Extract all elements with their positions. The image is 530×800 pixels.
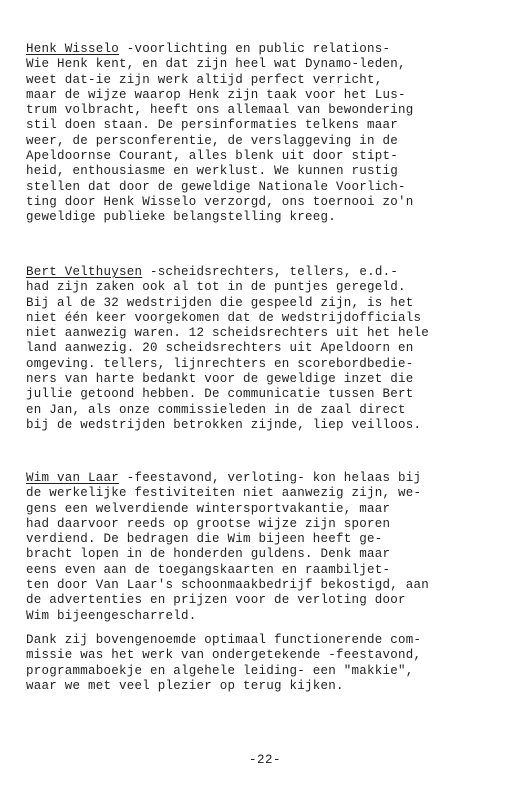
text-line: Apeldoornse Courant, alles blenk uit door stipt- xyxy=(26,149,399,164)
text-line: stil doen staan. De persinformaties telkens maar xyxy=(26,118,399,133)
text-line: trum volbracht, heeft ons allemaal van bewondering xyxy=(26,103,414,118)
paragraph-first-line xyxy=(26,42,496,57)
person-name-henk-wisselo: Henk Wisselo xyxy=(26,42,120,56)
text-line: de advertenties en prijzen voor de verloting door xyxy=(26,593,406,608)
text-line: omgeving. tellers, lijnrechters en scorebordbedie- xyxy=(26,356,414,371)
text-line: maar de wijze waarop Henk zijn taak voor het Lus- xyxy=(26,87,406,102)
text-line: jullie getoond hebben. De communicatie tussen Bert xyxy=(26,387,414,402)
person-name-wim-van-laar: Wim van Laar xyxy=(26,471,120,485)
text-line: bracht lopen in de honderden guldens. Denk maar xyxy=(26,547,391,562)
text-line: ners van harte bedankt voor de geweldige inzet die xyxy=(26,372,414,387)
text-line: niet één keer voorgekomen dat de wedstrijdofficials xyxy=(26,310,422,325)
text-line: had zijn zaken ook al tot in de puntjes geregeld. xyxy=(26,280,406,295)
text-line: land aanwezig. 20 scheidsrechters uit Apeldoorn en xyxy=(26,341,414,356)
text-line: de werkelijke festiviteiten niet aanwezig zijn, we- xyxy=(26,486,422,501)
text-line: Bij al de 32 wedstrijden die gespeeld zijn, is het xyxy=(26,295,414,310)
text-line: weet dat-ie zijn werk altijd perfect verricht, xyxy=(26,72,383,87)
text-line: ten door Van Laar's schoonmaakbedrijf bekostigd, aan xyxy=(26,578,430,593)
text-line: niet aanwezig waren. 12 scheidsrechters uit het hele xyxy=(26,326,430,341)
text-line: ting door Henk Wisselo verzorgd, ons toernooi zo'n xyxy=(26,194,414,209)
person-name-bert-velthuysen: Bert Velthuysen xyxy=(26,265,143,279)
page-number: -22- xyxy=(248,753,281,767)
text-line: Wie Henk kent, en dat zijn heel wat Dynamo-leden, xyxy=(26,57,406,72)
text-line: -feestavond, verloting- kon helaas bij xyxy=(119,471,422,485)
text-line: Dank zij bovengenoemde optimaal functionerende com- xyxy=(26,633,422,647)
text-line: geweldige publieke belangstelling kreeg. xyxy=(26,210,337,225)
text-line: bij de wedstrijden betrokken zijnde, liep veilloos. xyxy=(26,417,422,432)
text-line: verdiend. De bedragen die Wim bijeen heeft ge- xyxy=(26,532,383,547)
paragraph-closing xyxy=(26,633,496,694)
paragraph-first-line xyxy=(26,471,496,486)
text-line: en Jan, als onze commissieleden in de zaal direct xyxy=(26,402,406,417)
paragraph-wim-van-laar xyxy=(26,471,496,624)
text-line: waar we met veel plezier op terug kijken. xyxy=(26,678,344,693)
text-line: Wim bijeengescharreld. xyxy=(26,608,197,623)
text-line: heid, enthousiasme en werklust. We kunnen rustig xyxy=(26,164,399,179)
paragraph-henk-wisselo xyxy=(26,42,496,226)
text-line: -voorlichting en public relations- xyxy=(119,42,391,56)
text-line: programmaboekje en algehele leiding- een "makkie", xyxy=(26,663,414,678)
text-line: stellen dat door de geweldige Nationale Voorlich- xyxy=(26,179,406,194)
text-line: gens een welverdiende wintersportvakantie, maar xyxy=(26,501,391,516)
paragraph-bert-velthuysen xyxy=(26,265,496,433)
paragraph-first-line xyxy=(26,265,496,280)
text-line: -scheidsrechters, tellers, e.d.- xyxy=(142,265,399,279)
text-line: eens even aan de toegangskaarten en raambiljet- xyxy=(26,562,391,577)
text-line: missie was het werk van ondergetekende -feestavond, xyxy=(26,648,422,663)
text-line: had daarvoor reeds op grootse wijze zijn sporen xyxy=(26,516,391,531)
text-line: weer, de persconferentie, de verslaggeving in de xyxy=(26,133,399,148)
